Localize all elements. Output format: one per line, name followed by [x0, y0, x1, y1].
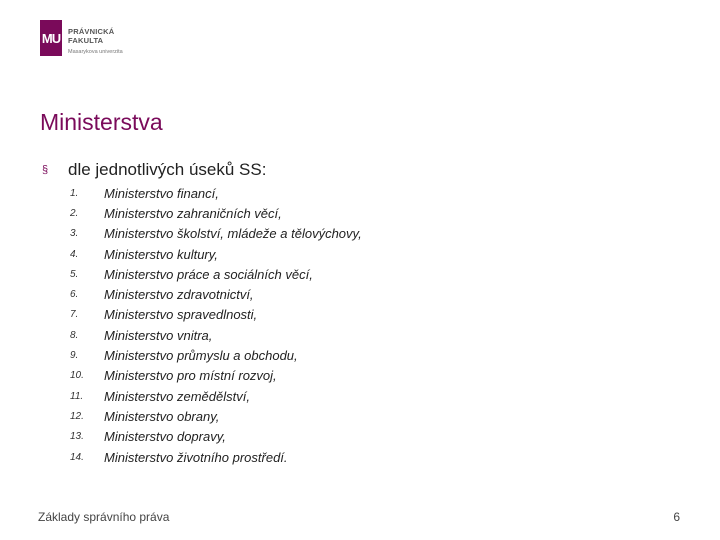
list-item-text: Ministerstvo zdravotnictví, — [104, 287, 254, 303]
list-item-number: 4. — [70, 248, 79, 260]
logo-university-name: Masarykova univerzita — [68, 49, 123, 55]
list-item — [70, 386, 362, 406]
list-item-number: 12. — [70, 410, 84, 422]
bullet-text: dle jednotlivých úseků SS: — [68, 160, 267, 179]
list-item-number: 1. — [70, 187, 79, 199]
page-number: 6 — [673, 510, 680, 524]
list-item — [70, 305, 362, 325]
footer-course-title: Základy správního práva — [38, 510, 170, 524]
section-bullet-icon: § — [42, 164, 49, 176]
list-item — [70, 224, 362, 244]
list-item-number: 8. — [70, 329, 79, 341]
logo-text — [68, 27, 123, 57]
list-item — [70, 183, 362, 203]
list-item — [70, 345, 362, 365]
list-item-text: Ministerstvo pro místní rozvoj, — [104, 368, 277, 384]
list-item-number: 7. — [70, 309, 79, 321]
list-item — [70, 427, 362, 447]
list-item-text: Ministerstvo obrany, — [104, 408, 220, 424]
list-item-text: Ministerstvo vnitra, — [104, 327, 213, 343]
list-item — [70, 447, 362, 467]
mu-logo-mark: MU — [40, 20, 62, 56]
logo-faculty-name-line1: PRÁVNICKÁ — [68, 27, 115, 36]
list-item-number: 11. — [70, 390, 84, 402]
list-item-text: Ministerstvo spravedlnosti, — [104, 307, 258, 323]
list-item — [70, 284, 362, 304]
faculty-logo — [40, 20, 123, 56]
list-item-text: Ministerstvo průmyslu a obchodu, — [104, 348, 298, 364]
main-bullet — [42, 160, 266, 180]
list-item-text: Ministerstvo dopravy, — [104, 429, 226, 445]
list-item-number: 2. — [70, 207, 79, 219]
ministries-list — [70, 183, 362, 467]
list-item-number: 3. — [70, 228, 79, 240]
list-item-number: 9. — [70, 350, 79, 362]
list-item — [70, 264, 362, 284]
list-item-number: 5. — [70, 268, 79, 280]
list-item-text: Ministerstvo školství, mládeže a tělovýchovy, — [104, 226, 362, 242]
list-item-text: Ministerstvo zemědělství, — [104, 388, 250, 404]
list-item — [70, 366, 362, 386]
slide-title: Ministerstva — [40, 109, 163, 135]
list-item-text: Ministerstvo kultury, — [104, 246, 218, 262]
list-item — [70, 244, 362, 264]
list-item — [70, 203, 362, 223]
list-item — [70, 406, 362, 426]
list-item-number: 6. — [70, 289, 79, 301]
list-item-number: 10. — [70, 370, 84, 382]
list-item-text: Ministerstvo práce a sociálních věcí, — [104, 266, 313, 282]
list-item-text: Ministerstvo financí, — [104, 185, 219, 201]
list-item — [70, 325, 362, 345]
list-item-text: Ministerstvo zahraničních věcí, — [104, 205, 282, 221]
logo-faculty-name-line2: FAKULTA — [68, 36, 104, 45]
list-item-text: Ministerstvo životního prostředí. — [104, 449, 288, 465]
list-item-number: 13. — [70, 431, 84, 443]
list-item-number: 14. — [70, 451, 84, 463]
